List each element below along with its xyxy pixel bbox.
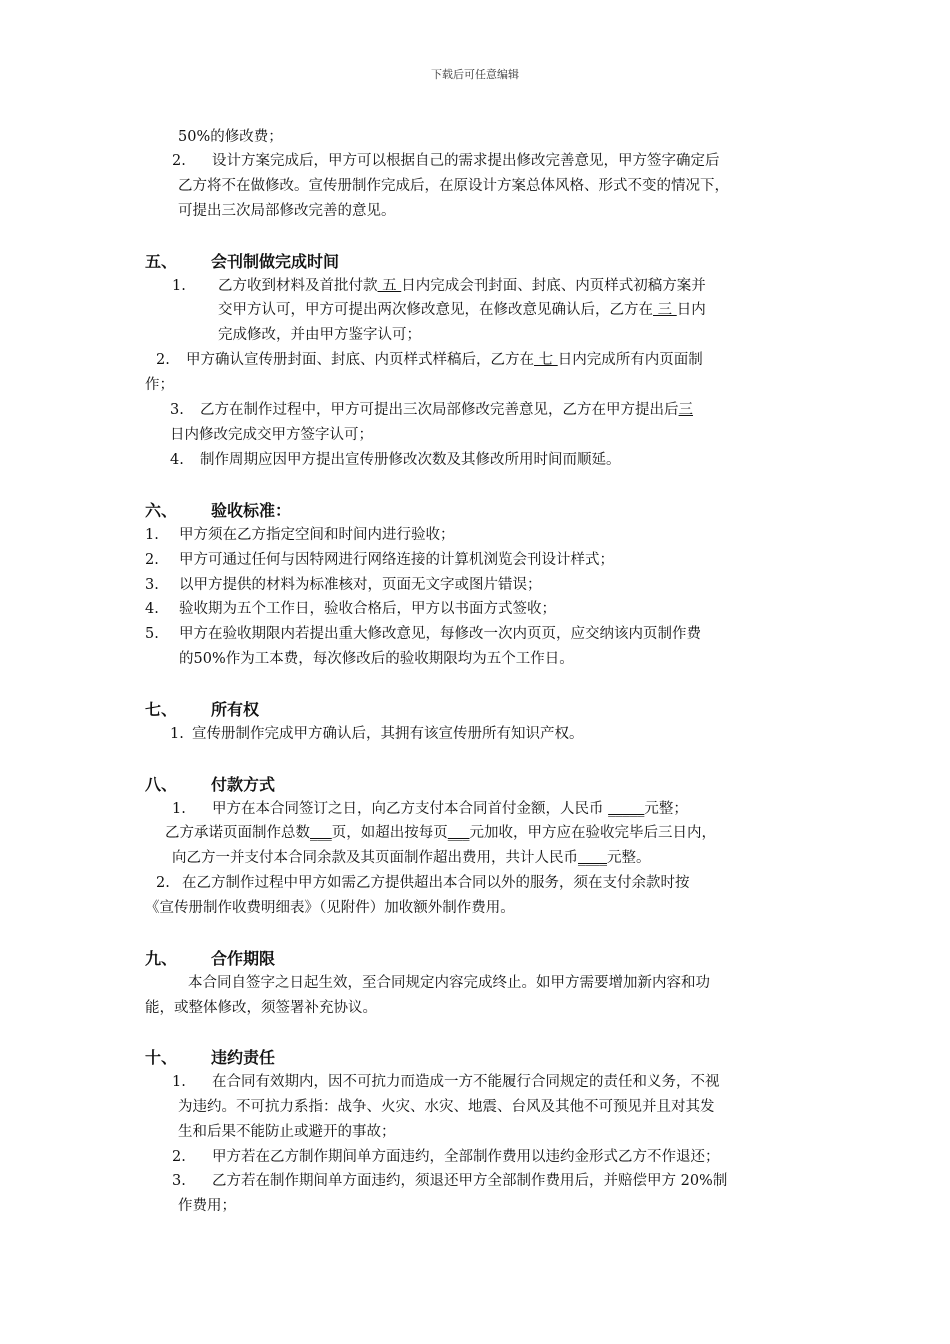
text-line: 完成修改，并由甲方鉴字认可； [218,327,421,343]
text-line: 向乙方一并支付本合同余款及其页面制作超出费用，共计人民币____元整。 [172,850,651,866]
list-item: 1. 甲方在本合同签订之日，向乙方支付本合同首付金额，人民币 _____元整； [172,801,688,817]
text-line: 为违约。不可抗力系指：战争、火灾、水灾、地震、台风及其他不可预见并且对其发 [178,1099,715,1115]
list-item: 2. 甲方若在乙方制作期间单方面违约，全部制作费用以违约金形式乙方不作退还； [172,1149,720,1165]
text-line: 本合同自签字之日起生效，至合同规定内容完成终止。如甲方需要增加新内容和功 [188,975,710,991]
fill-blank: 七 [534,352,558,368]
list-item: 5. 甲方在验收期限内若提出重大修改意见，每修改一次内页页，应交纳该内页制作费 [145,626,701,642]
section-heading: 八、 付款方式 [145,775,276,794]
list-item: 2. 在乙方制作过程中甲方如需乙方提供超出本合同以外的服务，须在支付余款时按 [156,875,690,891]
section-heading: 五、 会刊制做完成时间 [145,252,340,271]
fill-blank: 五 [377,278,402,294]
list-item: 3. 乙方在制作过程中，甲方可提出三次局部修改完善意见，乙方在甲方提出后三 [170,402,693,418]
fill-blank: 三 [653,302,677,318]
text-line: 50%的修改费； [178,129,283,145]
text-line: 日内修改完成交甲方签字认可； [170,427,373,443]
fill-blank: ___ [447,825,470,841]
text-line: 能，或整体修改，须签署补充协议。 [145,1000,377,1016]
page-header: 下载后可任意编辑 [431,68,519,81]
list-item: 2. 甲方确认宣传册封面、封底、内页样式样稿后，乙方在 七 日内完成所有内页面制 [156,352,703,368]
list-item: 2. 设计方案完成后，甲方可以根据自己的需求提出修改完善意见，甲方签字确定后 [172,153,720,169]
list-item: 1. 在合同有效期内，因不可抗力而造成一方不能履行合同规定的责任和义务，不视 [172,1074,720,1090]
list-item: 3. 乙方若在制作期间单方面违约，须退还甲方全部制作费用后，并赔偿甲方 20%制 [172,1173,728,1189]
fill-blank: ____ [578,850,607,866]
text-line: 作费用； [178,1198,236,1214]
section-heading: 十、 违约责任 [145,1048,276,1067]
list-item: 1. 甲方须在乙方指定空间和时间内进行验收； [145,527,455,543]
text-line: 作； [145,377,174,393]
list-item: 1. 宣传册制作完成甲方确认后，其拥有该宣传册所有知识产权。 [170,726,584,742]
text-line: 乙方将不在做修改。宣传册制作完成后，在原设计方案总体风格、形式不变的情况下， [178,178,729,194]
text-line: 的50%作为工本费，每次修改后的验收期限均为五个工作日。 [179,651,574,667]
section-heading: 七、 所有权 [145,700,260,719]
text-line: 交甲方认可，甲方可提出两次修改意见，在修改意见确认后，乙方在 三 日内 [218,302,706,318]
text-line: 乙方承诺页面制作总数___页，如超出按每页___元加收，甲方应在验收完毕后三日内， [165,825,716,841]
text-line: 生和后果不能防止或避开的事故； [178,1124,396,1140]
list-item: 4. 验收期为五个工作日，验收合格后，甲方以书面方式签收； [145,601,556,617]
fill-blank: ___ [310,825,332,841]
list-item: 3. 以甲方提供的材料为标准核对，页面无文字或图片错误； [145,577,542,593]
list-item: 4. 制作周期应因甲方提出宣传册修改次数及其修改所用时间而顺延。 [170,452,621,468]
fill-blank: 三 [678,402,693,418]
text-line: 可提出三次局部修改完善的意见。 [178,203,396,219]
list-item: 2. 甲方可通过任何与因特网进行网络连接的计算机浏览会刊设计样式； [145,552,614,568]
section-heading: 九、 合作期限 [145,949,276,968]
list-item: 1. 乙方收到材料及首批付款 五 日内完成会刊封面、封底、内页样式初稿方案并 [172,278,706,294]
text-line: 《宣传册制作收费明细表》（见附件）加收额外制作费用。 [145,900,515,916]
fill-blank: _____ [608,801,645,817]
section-heading: 六、 验收标准： [145,501,292,520]
